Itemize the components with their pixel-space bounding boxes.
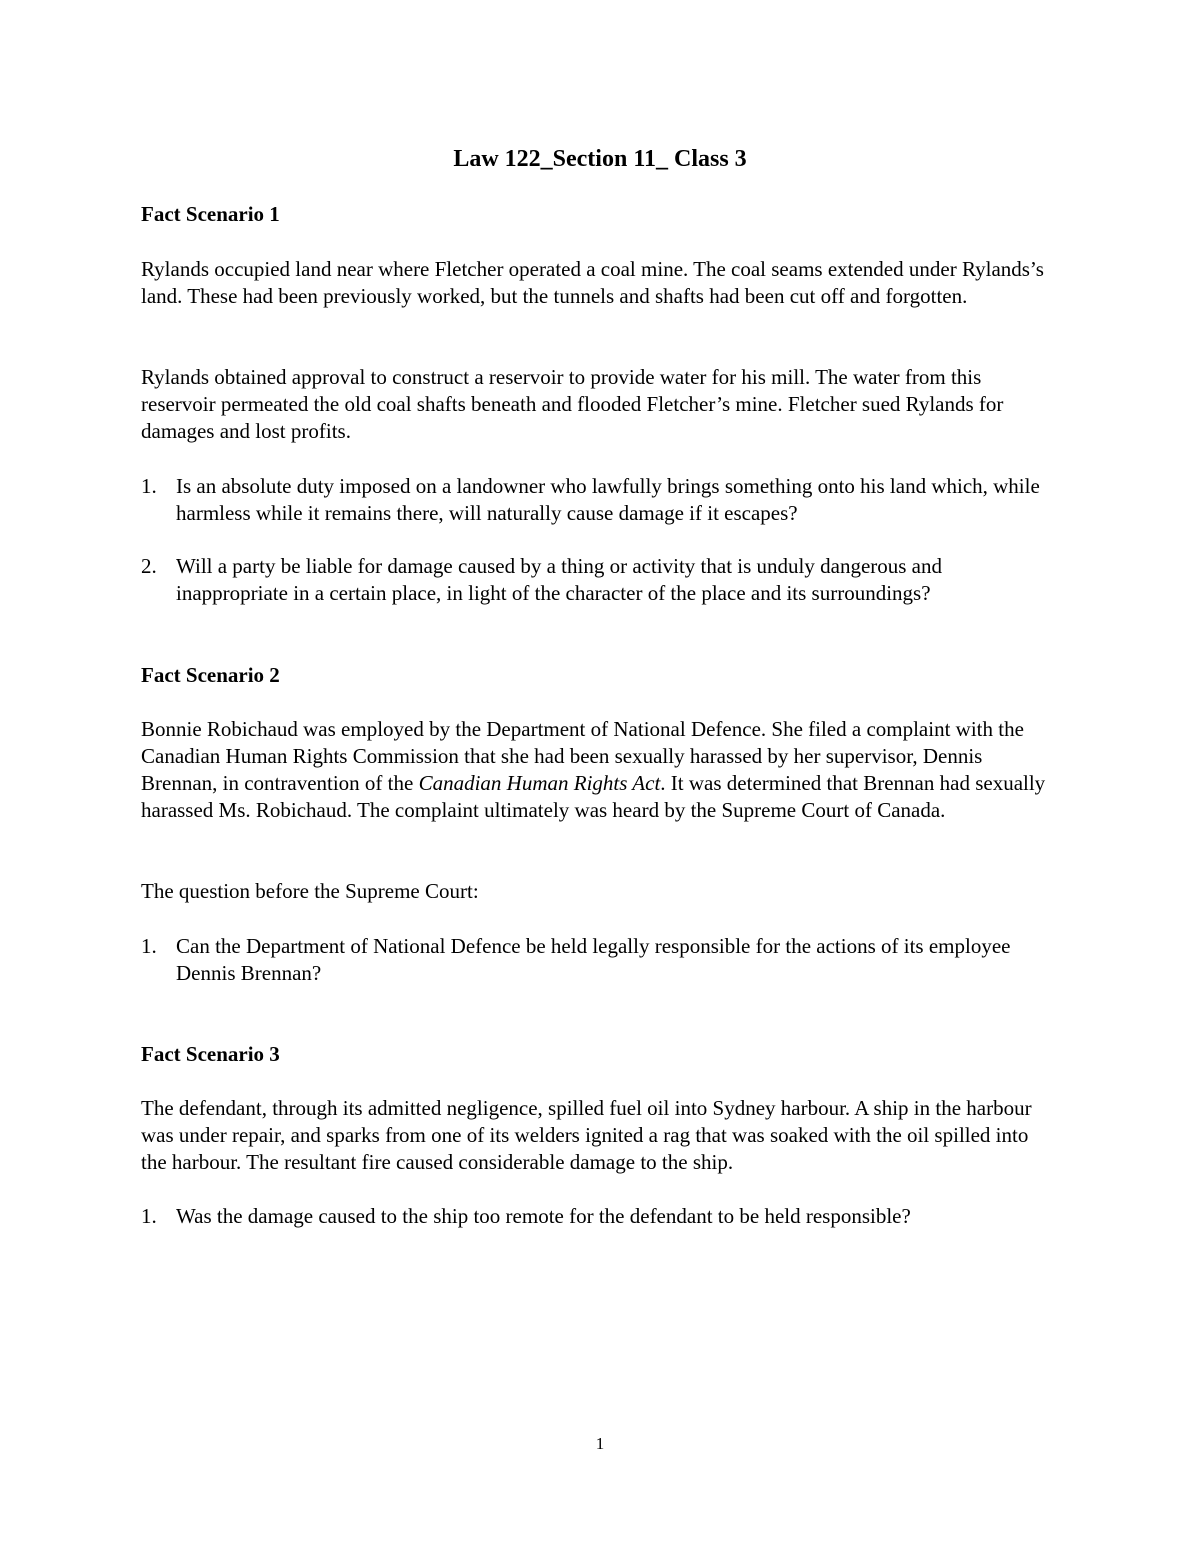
act-title: Canadian Human Rights Act [418,771,661,795]
scenario-3-heading: Fact Scenario 3 [141,1042,280,1066]
scenario-1-question-1 [141,473,1059,527]
question-text: Can the Department of National Defence be held legally responsible for the actions of its employee Dennis Brennan? [176,934,1011,985]
scenario-2-paragraph-2: The question before the Supreme Court: [141,879,479,903]
paragraph-text-end: . It was determined that Brennan had sexually harassed Ms. Robichaud. The complaint ultimately was heard by the Supreme Court of Canada. [141,771,1046,822]
paragraph-text-start: Bonnie Robichaud was employed by the Department of National Defence. She filed a complaint with the Canadian Human Rights Commission that she had been sexually harassed by her supervisor, Dennis Brennan, in contravention of the [141,717,1024,795]
page-number: 1 [595,1434,605,1453]
document-title: Law 122_Section 11_ Class 3 [453,146,747,172]
scenario-2-question-1 [141,933,1059,987]
document-page [141,0,1061,1553]
list-number: 1. [141,934,157,958]
list-number: 2. [141,554,157,578]
scenario-1-heading: Fact Scenario 1 [141,202,280,226]
question-text: Is an absolute duty imposed on a landowner who lawfully brings something onto his land which, while harmless while it remains there, will naturally cause damage if it escapes? [176,474,1040,525]
scenario-3-question-1 [141,1203,1059,1230]
list-number: 1. [141,474,157,498]
scenario-1-paragraph-1: Rylands occupied land near where Fletcher operated a coal mine. The coal seams extended under Rylands’s land. These had been previously worked, but the tunnels and shafts had been cut off and forgotten. [141,257,1044,308]
list-number: 1. [141,1204,157,1228]
scenario-1-paragraph-2: Rylands obtained approval to construct a reservoir to provide water for his mill. The water from this reservoir permeated the old coal shafts beneath and flooded Fletcher’s mine. Fletcher sued Rylands for damages and lost profits. [141,365,1004,443]
scenario-2-heading: Fact Scenario 2 [141,663,280,687]
scenario-3-paragraph-1: The defendant, through its admitted negligence, spilled fuel oil into Sydney harbour. A ship in the harbour was under repair, and sparks from one of its welders ignited a rag that was soaked with the oil spilled into the harbour. The resultant fire caused considerable damage to the ship. [141,1096,1032,1174]
scenario-1-question-2 [141,553,1059,607]
question-text: Was the damage caused to the ship too remote for the defendant to be held responsible? [176,1204,911,1228]
question-text: Will a party be liable for damage caused by a thing or activity that is unduly dangerous and inappropriate in a certain place, in light of the character of the place and its surroundings? [176,554,943,605]
scenario-2-paragraph-1 [141,716,1059,824]
